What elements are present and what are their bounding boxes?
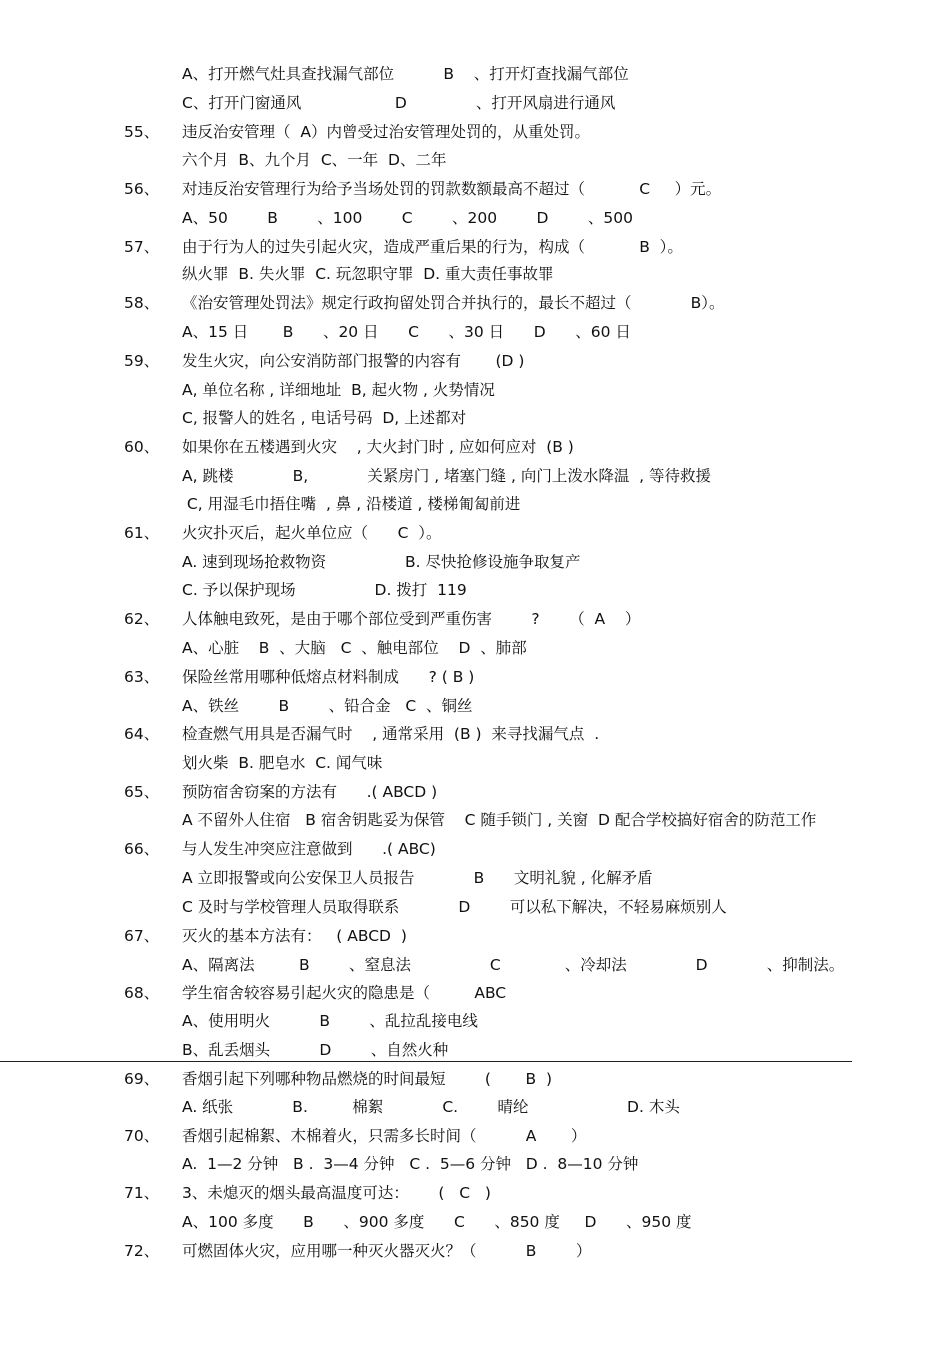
answer-options: A、铁丝 B 、铅合金 C 、铜丝: [182, 697, 473, 715]
question-number: 61、: [124, 524, 160, 542]
question-number: 62、: [124, 610, 160, 628]
answer-options: A、100 多度 B 、900 多度 C 、850 度 D 、950 度: [182, 1213, 692, 1231]
question-text: 预防宿舍窃案的方法有 .( ABCD ): [182, 783, 438, 801]
answer-options: A、50 B 、100 C 、200 D 、500: [182, 209, 633, 227]
question-text: 发生火灾，向公安消防部门报警的内容有 (D ): [182, 352, 525, 370]
answer-options: 六个月 B、九个月 C、一年 D、二年: [182, 151, 447, 169]
question-number: 57、: [124, 238, 160, 256]
answer-options: A、隔离法 B 、窒息法 C 、冷却法 D 、抑制法。: [182, 956, 845, 974]
question-number: 67、: [124, 927, 160, 945]
question-text: 对违反治安管理行为给予当场处罚的罚款数额最高不超过（ C ）元。: [182, 180, 722, 198]
question-number: 65、: [124, 783, 160, 801]
answer-options: A 不留外人住宿 B 宿舍钥匙妥为保管 C 随手锁门 , 关窗 D 配合学校搞好宿舍的防范工作: [182, 811, 817, 829]
question-number: 60、: [124, 438, 160, 456]
answer-options: A. 纸张 B. 棉絮 C. 晴纶 D. 木头: [182, 1098, 680, 1116]
question-number: 58、: [124, 294, 160, 312]
answer-options: B、乱丢烟头 D 、自然火种: [182, 1041, 449, 1059]
answer-options: A、15 日 B 、20 日 C 、30 日 D 、60 日: [182, 323, 631, 341]
question-text: 《治安管理处罚法》规定行政拘留处罚合并执行的，最长不超过（ B）。: [182, 294, 725, 312]
answer-options: A、心脏 B 、大脑 C 、触电部位 D 、肺部: [182, 639, 527, 657]
answer-options: A、打开燃气灶具查找漏气部位 B 、打开灯查找漏气部位: [182, 65, 629, 83]
divider-line: [0, 1061, 852, 1062]
question-text: 可燃固体火灾，应用哪一种灭火器灭火？（ B ）: [182, 1242, 592, 1260]
question-number: 55、: [124, 123, 160, 141]
question-text: 香烟引起棉絮、木棉着火，只需多长时间（ A ）: [182, 1127, 587, 1145]
answer-options: A, 单位名称 , 详细地址 B, 起火物 , 火势情况: [182, 381, 495, 399]
answer-options: C、打开门窗通风 D 、打开风扇进行通风: [182, 94, 616, 112]
question-number: 72、: [124, 1242, 160, 1260]
question-text: 3、未熄灭的烟头最高温度可达： ( C ): [182, 1184, 491, 1202]
question-number: 59、: [124, 352, 160, 370]
question-text: 灭火的基本方法有： ( ABCD ): [182, 927, 407, 945]
answer-options: 划火柴 B. 肥皂水 C. 闻气味: [182, 754, 383, 772]
answer-options: 纵火罪 B. 失火罪 C. 玩忽职守罪 D. 重大责任事故罪: [182, 265, 554, 283]
answer-options: C, 报警人的姓名 , 电话号码 D, 上述都对: [182, 409, 467, 427]
answer-options: C, 用湿毛巾捂住嘴 , 鼻 , 沿楼道 , 楼梯匍匐前进: [182, 495, 521, 513]
question-text: 人体触电致死，是由于哪个部位受到严重伤害 ? （ A ）: [182, 610, 641, 628]
answer-options: A, 跳楼 B, 关紧房门 , 堵塞门缝 , 向门上泼水降温 , 等待救援: [182, 467, 712, 485]
question-text: 保险丝常用哪种低熔点材料制成 ? ( B ): [182, 668, 475, 686]
answer-options: A 立即报警或向公安保卫人员报告 B 文明礼貌 , 化解矛盾: [182, 869, 653, 887]
answer-options: A. 1—2 分钟 B . 3—4 分钟 C . 5—6 分钟 D . 8—10 分钟: [182, 1155, 639, 1173]
question-text: 检查燃气用具是否漏气时 , 通常采用 (B ) 来寻找漏气点 .: [182, 725, 600, 743]
question-number: 68、: [124, 984, 160, 1002]
question-number: 70、: [124, 1127, 160, 1145]
question-text: 如果你在五楼遇到火灾 , 大火封门时 , 应如何应对 (B ): [182, 438, 574, 456]
question-text: 由于行为人的过失引起火灾，造成严重后果的行为，构成（ B ）。: [182, 238, 683, 256]
answer-options: C 及时与学校管理人员取得联系 D 可以私下解决，不轻易麻烦别人: [182, 898, 727, 916]
answer-options: A. 速到现场抢救物资 B. 尽快抢修设施争取复产: [182, 553, 581, 571]
question-text: 香烟引起下列哪种物品燃烧的时间最短 ( B ): [182, 1070, 552, 1088]
question-text: 火灾扑灭后，起火单位应（ C ）。: [182, 524, 442, 542]
question-number: 69、: [124, 1070, 160, 1088]
question-text: 学生宿舍较容易引起火灾的隐患是（ ABC: [182, 984, 507, 1002]
question-number: 66、: [124, 840, 160, 858]
answer-options: C. 予以保护现场 D. 拨打 119: [182, 581, 467, 599]
question-number: 64、: [124, 725, 160, 743]
question-number: 63、: [124, 668, 160, 686]
question-number: 56、: [124, 180, 160, 198]
question-text: 违反治安管理（ A）内曾受过治安管理处罚的，从重处罚。: [182, 123, 590, 141]
question-number: 71、: [124, 1184, 160, 1202]
answer-options: A、使用明火 B 、乱拉乱接电线: [182, 1012, 478, 1030]
question-text: 与人发生冲突应注意做到 .( ABC): [182, 840, 436, 858]
